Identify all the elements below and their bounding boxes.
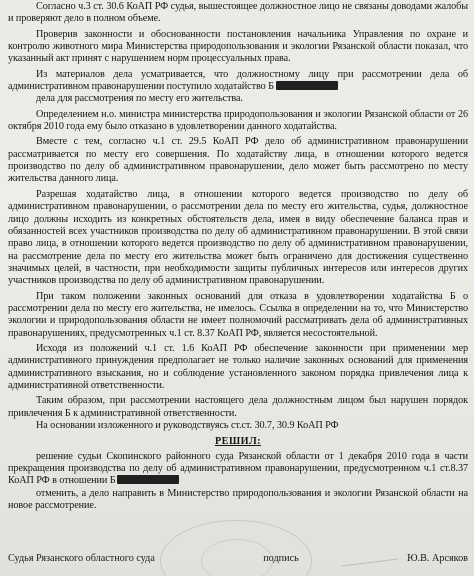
document-body	[8, 1, 468, 512]
signature-row	[8, 553, 468, 564]
signature-label: подпись	[263, 553, 299, 564]
decision-paragraph-1-text: решение судьи Скопинского районного суда Рязанской области от 1 декабря 2010 года в части прекращения производства по делу об административном правонарушении, предусмотренном ч.1 ст.8.37 КоАП РФ в отношении Б	[8, 450, 468, 487]
paragraph-4: Определением н.о. министра министерства природопользования и экологии Рязанской области от 26 октября 2010 года ему было отказано в удовлетворении данного ходатайства.	[8, 108, 468, 133]
paragraph-3-text: Из материалов дела усматривается, что должностному лицу при рассмотрении дела об административном правонарушении поступило ходатайство Б	[8, 68, 468, 93]
paragraph-2: Проверив законности и обоснованности постановления начальника Управления по охране и контролю животного мира Министерства природопользования и экологии Рязанской области показал, что указанный акт принят с нарушением норм процессуальных права.	[8, 28, 468, 65]
paragraph-8: Исходя из положений ч.1 ст. 1.6 КоАП РФ обеспечение законности при применении мер административного принуждения предполагает не только наличие законных оснований для применения административного взыскания, но и соблюдение установленного законом порядка привлечения лица к административной ответственности.	[8, 342, 468, 391]
redaction-bar	[276, 81, 338, 90]
redaction-bar	[117, 475, 179, 484]
paragraph-7: При таком положении законных оснований для отказа в удовлетворении ходатайства Б о рассмотрении дела по месту его жительства, не имелось. Ссылка в определении на то, что Министерство экологии и природопользования области не имеет полномочий рассматривать дела об административных правонарушениях, предусмотренных ч.1 ст. 8.37 КоАП РФ, является несостоятельной.	[8, 290, 468, 339]
paragraph-1: Согласно ч.3 ст. 30.6 КоАП РФ судья, вышестоящее должностное лицо не связаны доводами жалобы и проверяют дело в полном объеме.	[8, 1, 468, 25]
paragraph-5: Вместе с тем, согласно ч.1 ст. 29.5 КоАП РФ дело об административном правонарушении рассматривается по месту его совершения. По ходатайству лица, в отношении которого ведется производство по делу об административном правонарушении, дело может быть рассмотрено по месту жительства данного лица.	[8, 136, 468, 185]
decision-heading: РЕШИЛ:	[214, 436, 262, 448]
paragraph-6: Разрешая ходатайство лица, в отношении которого ведется производство по делу об административном правонарушении, о рассмотрении дела по месту его жительства, судья, должностное лицо должны исходить из конкретных обстоятельств дела, имея в виду обеспечение баланса прав и обязанностей всех участников производства по делу об административном правонарушении. В этой связи право лица, в отношении которого ведется производство по делу об административном правонарушении, на рассмотрение дела по месту его жительства может быть ограничено для достижения существенно значимых целей, в частности, при необходимости защиты публичных интересов или интересов других участников производства по делу об административном правонарушении.	[8, 188, 468, 287]
judge-name: Ю.В. Арсяков	[407, 553, 468, 564]
court-stamp-mark	[160, 520, 312, 576]
decision-paragraph-1	[8, 451, 468, 488]
paragraph-3	[8, 69, 468, 94]
decision-paragraph-2: отменить, а дело направить в Министерство природопользования и экологии Рязанской области на новое рассмотрение.	[8, 487, 468, 512]
paragraph-3-continuation: дела для рассмотрения по месту его жительства.	[36, 93, 243, 105]
paragraph-10: На основании изложенного и руководствуясь ст.ст. 30.7, 30.9 КоАП РФ	[36, 420, 339, 431]
judge-label: Судья Рязанского областного суда	[8, 553, 155, 564]
paragraph-9: Таким образом, при рассмотрении настоящего дела должностным лицом был нарушен порядок привлечения Б к административной ответственности.	[8, 395, 468, 419]
